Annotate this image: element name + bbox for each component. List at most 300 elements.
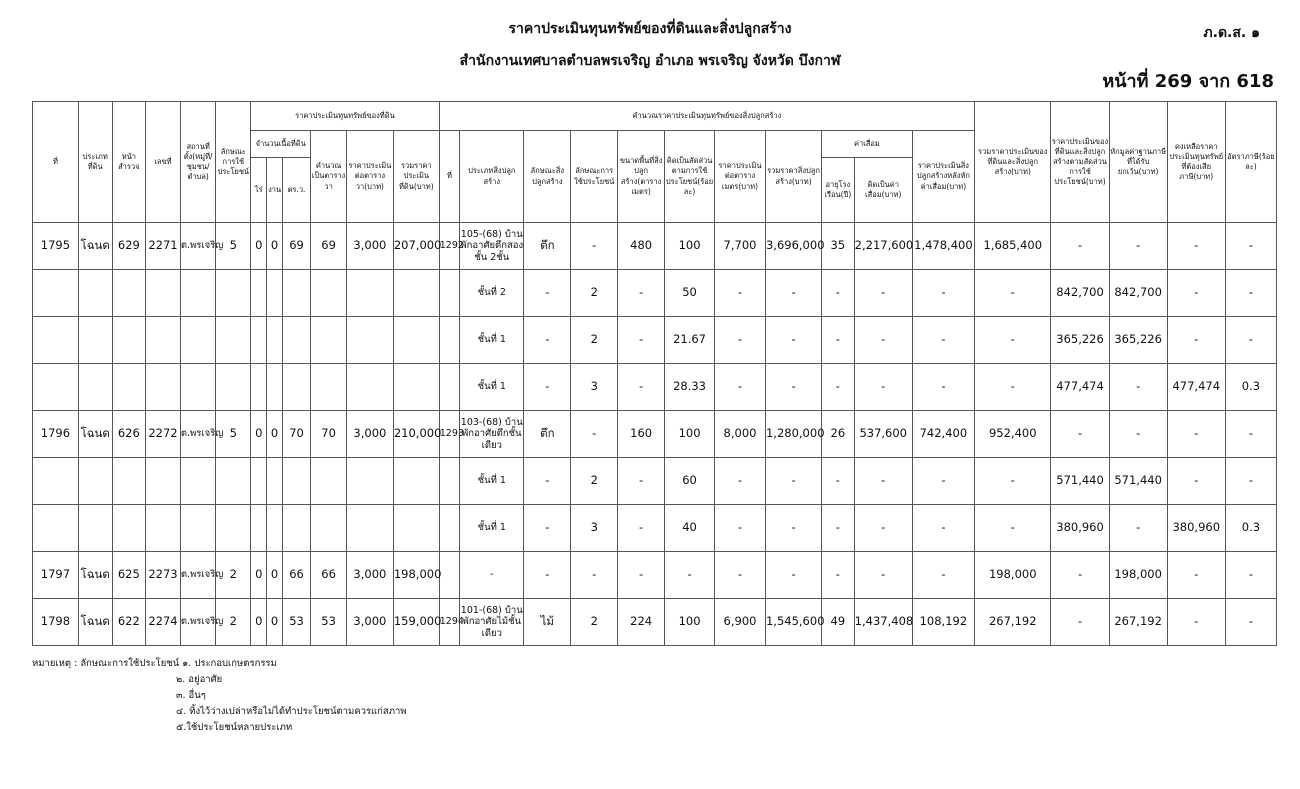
cell-b-type: ชั้นที่ 1 <box>460 458 524 505</box>
cell-grand-total: 1,685,400 <box>975 223 1051 270</box>
cell-location: ต.พรเจริญ <box>180 599 216 646</box>
cell-tw: 70 <box>282 411 311 458</box>
cell-price-tw <box>346 505 393 552</box>
cell-taxable: - <box>1167 458 1225 505</box>
cell-age: 26 <box>822 411 855 458</box>
cell-depr: 1,437,408 <box>854 599 912 646</box>
cell-b-ratio: 50 <box>665 270 715 317</box>
cell-depr: - <box>854 458 912 505</box>
cell-calc-tw <box>311 270 347 317</box>
cell-after-depr: - <box>912 505 974 552</box>
cell-page <box>112 317 146 364</box>
th-group-land: ราคาประเมินทุนทรัพย์ของที่ดิน <box>251 102 440 131</box>
cell-rai: 0 <box>251 552 267 599</box>
cell-land-type <box>78 458 112 505</box>
cell-by-usage: - <box>1051 223 1109 270</box>
cell-b-kind: - <box>524 270 571 317</box>
cell-price-tw: 3,000 <box>346 599 393 646</box>
cell-no <box>33 317 79 364</box>
cell-after-depr: - <box>912 270 974 317</box>
cell-location <box>180 317 216 364</box>
cell-b-no: 1294 <box>439 599 459 646</box>
cell-calc-tw <box>311 317 347 364</box>
cell-usage: 5 <box>216 223 251 270</box>
cell-age: - <box>822 552 855 599</box>
cell-b-type: 101-(68) บ้านพักอาศัยไม้ชั้นเดียว <box>460 599 524 646</box>
cell-b-kind: ตึก <box>524 411 571 458</box>
cell-b-no <box>439 364 459 411</box>
cell-page: 625 <box>112 552 146 599</box>
th-usage: ลักษณะการใช้ประโยชน์ <box>216 102 251 223</box>
cell-tw <box>282 505 311 552</box>
cell-exempt: - <box>1109 411 1167 458</box>
table-row <box>33 505 1277 552</box>
cell-b-size: - <box>618 458 665 505</box>
cell-taxable: 477,474 <box>1167 364 1225 411</box>
cell-depr: 2,217,600 <box>854 223 912 270</box>
cell-b-total: 3,696,000 <box>765 223 821 270</box>
cell-location <box>180 364 216 411</box>
cell-b-ratio: 100 <box>665 411 715 458</box>
cell-b-type: 105-(68) บ้านพักอาศัยตึกสองชั้น 2ชั้น <box>460 223 524 270</box>
table-row <box>33 599 1277 646</box>
cell-taxable: - <box>1167 223 1225 270</box>
cell-calc-tw: 66 <box>311 552 347 599</box>
cell-rai <box>251 317 267 364</box>
table-row <box>33 223 1277 270</box>
cell-ngan <box>267 317 282 364</box>
cell-grand-total: 952,400 <box>975 411 1051 458</box>
cell-number: 2273 <box>146 552 181 599</box>
cell-b-price: - <box>715 458 766 505</box>
cell-age: - <box>822 505 855 552</box>
cell-b-total: - <box>765 505 821 552</box>
cell-rate: - <box>1225 223 1276 270</box>
cell-location: ต.พรเจริญ <box>180 552 216 599</box>
cell-usage <box>216 317 251 364</box>
cell-location <box>180 458 216 505</box>
cell-depr: - <box>854 552 912 599</box>
th-land-total: รวมราคาประเมินที่ดิน(บาท) <box>393 131 439 223</box>
cell-exempt: 571,440 <box>1109 458 1167 505</box>
th-b-no: ที่ <box>439 131 459 223</box>
cell-b-size: 480 <box>618 223 665 270</box>
cell-depr: - <box>854 270 912 317</box>
cell-b-ratio: 28.33 <box>665 364 715 411</box>
cell-after-depr: 742,400 <box>912 411 974 458</box>
cell-page <box>112 270 146 317</box>
cell-after-depr: - <box>912 364 974 411</box>
cell-ngan: 0 <box>267 552 282 599</box>
cell-b-no <box>439 317 459 364</box>
cell-b-kind: ไม้ <box>524 599 571 646</box>
th-land-type: ประเภทที่ดิน <box>78 102 112 223</box>
valuation-table <box>32 101 1277 646</box>
cell-b-usage: 2 <box>571 317 618 364</box>
cell-by-usage: - <box>1051 599 1109 646</box>
cell-b-no <box>439 505 459 552</box>
th-after-depr: ราคาประเมินสิ่งปลูกสร้างหลังหักค่าเสื่อม(บาท) <box>912 131 974 223</box>
cell-land-total <box>393 505 439 552</box>
cell-number <box>146 505 181 552</box>
cell-b-usage: 3 <box>571 505 618 552</box>
th-location: สถานที่ตั้ง(หมู่ที่/ชุมชน/ตำบล) <box>180 102 216 223</box>
cell-tw <box>282 364 311 411</box>
cell-usage: 5 <box>216 411 251 458</box>
cell-b-type: ชั้นที่ 1 <box>460 505 524 552</box>
notes-lead: หมายเหตุ : ลักษณะการใช้ประโยชน์ <box>32 658 180 669</box>
form-code: ภ.ด.ส. ๑ <box>1203 25 1260 41</box>
cell-b-type: ชั้นที่ 1 <box>460 317 524 364</box>
th-b-ratio: คิดเป็นสัดส่วนตามการใช้ประโยชน์(ร้อยละ) <box>665 131 715 223</box>
cell-b-size: - <box>618 317 665 364</box>
cell-land-total: 198,000 <box>393 552 439 599</box>
cell-b-ratio: 40 <box>665 505 715 552</box>
cell-land-total <box>393 458 439 505</box>
cell-b-price: - <box>715 505 766 552</box>
cell-taxable: - <box>1167 552 1225 599</box>
cell-land-type <box>78 317 112 364</box>
cell-price-tw <box>346 270 393 317</box>
cell-b-kind: - <box>524 552 571 599</box>
cell-b-total: - <box>765 552 821 599</box>
th-b-type: ประเภทสิ่งปลูกสร้าง <box>460 131 524 223</box>
cell-calc-tw: 70 <box>311 411 347 458</box>
cell-rai <box>251 364 267 411</box>
cell-usage: 2 <box>216 599 251 646</box>
cell-age: - <box>822 317 855 364</box>
cell-by-usage: 380,960 <box>1051 505 1109 552</box>
cell-rate: 0.3 <box>1225 505 1276 552</box>
note-item: ๒. อยู่อาศัย <box>176 674 223 685</box>
cell-grand-total: - <box>975 317 1051 364</box>
th-age: อายุโรงเรือน(ปี) <box>822 158 855 223</box>
cell-price-tw <box>346 364 393 411</box>
cell-land-total: 210,000 <box>393 411 439 458</box>
cell-b-price: - <box>715 270 766 317</box>
cell-ngan <box>267 364 282 411</box>
th-b-kind: ลักษณะสิ่งปลูกสร้าง <box>524 131 571 223</box>
th-no: ที่ <box>33 102 79 223</box>
cell-ngan: 0 <box>267 411 282 458</box>
cell-rai <box>251 505 267 552</box>
cell-grand-total: - <box>975 458 1051 505</box>
cell-by-usage: 842,700 <box>1051 270 1109 317</box>
cell-location <box>180 270 216 317</box>
cell-page <box>112 505 146 552</box>
cell-grand-total: - <box>975 270 1051 317</box>
cell-taxable: - <box>1167 317 1225 364</box>
cell-exempt: - <box>1109 364 1167 411</box>
cell-no <box>33 505 79 552</box>
cell-after-depr: - <box>912 552 974 599</box>
cell-depr: - <box>854 505 912 552</box>
cell-number <box>146 458 181 505</box>
cell-tw: 53 <box>282 599 311 646</box>
cell-by-usage: 365,226 <box>1051 317 1109 364</box>
cell-tw <box>282 458 311 505</box>
cell-land-total <box>393 364 439 411</box>
cell-b-ratio: 21.67 <box>665 317 715 364</box>
cell-price-tw <box>346 458 393 505</box>
cell-exempt: 842,700 <box>1109 270 1167 317</box>
cell-land-type: โฉนด <box>78 599 112 646</box>
cell-b-no: 1293 <box>439 411 459 458</box>
cell-no <box>33 364 79 411</box>
cell-rai: 0 <box>251 411 267 458</box>
cell-age: - <box>822 458 855 505</box>
cell-age: - <box>822 270 855 317</box>
cell-calc-tw: 53 <box>311 599 347 646</box>
cell-b-price: 7,700 <box>715 223 766 270</box>
cell-rate: - <box>1225 270 1276 317</box>
cell-calc-tw: 69 <box>311 223 347 270</box>
cell-b-ratio: 60 <box>665 458 715 505</box>
th-group-building: คำนวณราคาประเมินทุนทรัพย์ของสิ่งปลูกสร้าง <box>439 102 974 131</box>
cell-b-price: 6,900 <box>715 599 766 646</box>
cell-location: ต.พรเจริญ <box>180 411 216 458</box>
cell-calc-tw <box>311 505 347 552</box>
cell-rate: - <box>1225 317 1276 364</box>
cell-depr: - <box>854 364 912 411</box>
cell-usage <box>216 505 251 552</box>
office-subtitle: สำนักงานเทศบาลตำบลพรเจริญ อำเภอ พรเจริญ จังหวัด บึงกาฬ <box>459 53 841 69</box>
cell-price-tw: 3,000 <box>346 552 393 599</box>
cell-b-size: 224 <box>618 599 665 646</box>
cell-grand-total: - <box>975 364 1051 411</box>
th-b-price-sqm: ราคาประเมินต่อตารางเมตร(บาท) <box>715 131 766 223</box>
table-row <box>33 364 1277 411</box>
cell-b-total: 1,545,600 <box>765 599 821 646</box>
th-b-usage: ลักษณะการใช้ประโยชน์ <box>571 131 618 223</box>
cell-no: 1796 <box>33 411 79 458</box>
cell-rai <box>251 458 267 505</box>
cell-no: 1795 <box>33 223 79 270</box>
cell-ngan: 0 <box>267 599 282 646</box>
th-ngan: งาน <box>267 158 282 223</box>
th-tax-rate: อัตราภาษี(ร้อยละ) <box>1225 102 1276 223</box>
cell-price-tw: 3,000 <box>346 223 393 270</box>
th-price-per-tw: ราคาประเมินต่อตารางวา(บาท) <box>346 131 393 223</box>
cell-b-size: - <box>618 270 665 317</box>
cell-rai: 0 <box>251 599 267 646</box>
cell-b-size: - <box>618 552 665 599</box>
cell-usage <box>216 270 251 317</box>
cell-rate: 0.3 <box>1225 364 1276 411</box>
cell-exempt: - <box>1109 505 1167 552</box>
cell-land-type: โฉนด <box>78 223 112 270</box>
cell-by-usage: - <box>1051 552 1109 599</box>
cell-location: ต.พรเจริญ <box>180 223 216 270</box>
cell-tw <box>282 270 311 317</box>
cell-rai <box>251 270 267 317</box>
cell-land-type: โฉนด <box>78 411 112 458</box>
cell-page: 629 <box>112 223 146 270</box>
table-row <box>33 270 1277 317</box>
cell-by-usage: 477,474 <box>1051 364 1109 411</box>
th-by-usage: ราคาประเมินของที่ดินและสิ่งปลูกสร้างตามสัดส่วนการใช้ประโยชน์(บาท) <box>1051 102 1109 223</box>
th-b-total: รวมราคาสิ่งปลูกสร้าง(บาท) <box>765 131 821 223</box>
cell-b-type: ชั้นที่ 1 <box>460 364 524 411</box>
cell-rate: - <box>1225 552 1276 599</box>
cell-b-kind: - <box>524 458 571 505</box>
note-item: ๑. ประกอบเกษตรกรรม <box>182 658 277 669</box>
cell-b-total: - <box>765 458 821 505</box>
cell-location <box>180 505 216 552</box>
th-depr-group: ค่าเสื่อม <box>822 131 913 158</box>
cell-b-size: - <box>618 505 665 552</box>
cell-ngan <box>267 458 282 505</box>
cell-taxable: - <box>1167 411 1225 458</box>
notes-line-1 <box>32 656 407 672</box>
cell-by-usage: 571,440 <box>1051 458 1109 505</box>
note-item: ๔. ทิ้งไว้ว่างเปล่าหรือไม่ได้ทำประโยชน์ตามควรแก่สภาพ <box>176 706 407 717</box>
cell-taxable: - <box>1167 599 1225 646</box>
cell-ngan <box>267 270 282 317</box>
cell-exempt: - <box>1109 223 1167 270</box>
cell-land-total: 207,000 <box>393 223 439 270</box>
cell-tw: 66 <box>282 552 311 599</box>
th-taxable: คงเหลือราคาประเมินทุนทรัพย์ที่ต้องเสียภาษี(บาท) <box>1167 102 1225 223</box>
cell-no <box>33 270 79 317</box>
cell-b-type: - <box>460 552 524 599</box>
document-title: ราคาประเมินทุนทรัพย์ของที่ดินและสิ่งปลูกสร้าง <box>508 21 792 37</box>
cell-usage <box>216 458 251 505</box>
cell-calc-tw <box>311 364 347 411</box>
cell-b-size: 160 <box>618 411 665 458</box>
cell-number <box>146 270 181 317</box>
cell-no: 1798 <box>33 599 79 646</box>
cell-b-no <box>439 552 459 599</box>
cell-number <box>146 317 181 364</box>
cell-b-total: 1,280,000 <box>765 411 821 458</box>
cell-b-usage: - <box>571 411 618 458</box>
cell-page <box>112 364 146 411</box>
cell-calc-tw <box>311 458 347 505</box>
th-exempt: หักมูลค่าฐานภาษีที่ได้รับยกเว้น(บาท) <box>1109 102 1167 223</box>
cell-grand-total: 198,000 <box>975 552 1051 599</box>
cell-b-ratio: - <box>665 552 715 599</box>
cell-rate: - <box>1225 411 1276 458</box>
table-row <box>33 317 1277 364</box>
cell-page: 622 <box>112 599 146 646</box>
cell-b-usage: 2 <box>571 270 618 317</box>
cell-page <box>112 458 146 505</box>
cell-b-ratio: 100 <box>665 599 715 646</box>
cell-after-depr: 1,478,400 <box>912 223 974 270</box>
cell-price-tw <box>346 317 393 364</box>
cell-tw <box>282 317 311 364</box>
cell-land-total: 159,000 <box>393 599 439 646</box>
cell-exempt: 365,226 <box>1109 317 1167 364</box>
cell-land-type: โฉนด <box>78 552 112 599</box>
cell-b-kind: - <box>524 505 571 552</box>
cell-land-type <box>78 505 112 552</box>
th-calc-tw: คำนวณเป็นตารางวา <box>311 131 347 223</box>
cell-after-depr: 108,192 <box>912 599 974 646</box>
table-row <box>33 552 1277 599</box>
notes-section <box>32 656 407 736</box>
cell-number <box>146 364 181 411</box>
cell-taxable: - <box>1167 270 1225 317</box>
cell-b-type: 103-(68) บ้านพักอาศัยตึกชั้นเดียว <box>460 411 524 458</box>
th-tarangwa: ตร.ว. <box>282 158 311 223</box>
cell-b-usage: 3 <box>571 364 618 411</box>
cell-ngan <box>267 505 282 552</box>
note-item: ๕.ใช้ประโยชน์หลายประเภท <box>176 722 293 733</box>
cell-after-depr: - <box>912 458 974 505</box>
cell-b-no <box>439 458 459 505</box>
cell-b-price: - <box>715 364 766 411</box>
cell-b-usage: 2 <box>571 458 618 505</box>
cell-b-ratio: 100 <box>665 223 715 270</box>
table-row <box>33 411 1277 458</box>
table-body <box>33 223 1277 646</box>
cell-after-depr: - <box>912 317 974 364</box>
cell-land-total <box>393 270 439 317</box>
cell-age: 35 <box>822 223 855 270</box>
cell-land-type <box>78 270 112 317</box>
cell-b-no <box>439 270 459 317</box>
cell-ngan: 0 <box>267 223 282 270</box>
cell-number: 2274 <box>146 599 181 646</box>
cell-b-price: - <box>715 317 766 364</box>
cell-age: 49 <box>822 599 855 646</box>
cell-b-kind: ตึก <box>524 223 571 270</box>
th-area-group: จำนวนเนื้อที่ดิน <box>251 131 311 158</box>
cell-page: 626 <box>112 411 146 458</box>
cell-depr: - <box>854 317 912 364</box>
table-row <box>33 458 1277 505</box>
cell-by-usage: - <box>1051 411 1109 458</box>
cell-number: 2272 <box>146 411 181 458</box>
th-number: เลขที่ <box>146 102 181 223</box>
note-item: ๓. อื่นๆ <box>176 690 206 701</box>
cell-number: 2271 <box>146 223 181 270</box>
cell-b-kind: - <box>524 364 571 411</box>
cell-b-usage: 2 <box>571 599 618 646</box>
cell-b-total: - <box>765 317 821 364</box>
cell-no: 1797 <box>33 552 79 599</box>
th-rai: ไร่ <box>251 158 267 223</box>
th-grand-total: รวมราคาประเมินของที่ดินและสิ่งปลูกสร้าง(บาท) <box>975 102 1051 223</box>
cell-no <box>33 458 79 505</box>
cell-usage: 2 <box>216 552 251 599</box>
cell-b-price: 8,000 <box>715 411 766 458</box>
cell-b-type: ชั้นที่ 2 <box>460 270 524 317</box>
cell-b-total: - <box>765 270 821 317</box>
cell-land-total <box>393 317 439 364</box>
page-indicator: หน้าที่ 269 จาก 618 <box>1102 71 1274 92</box>
cell-b-usage: - <box>571 223 618 270</box>
th-survey-page: หน้าสำรวจ <box>112 102 146 223</box>
cell-tw: 69 <box>282 223 311 270</box>
cell-b-no: 1292 <box>439 223 459 270</box>
cell-grand-total: - <box>975 505 1051 552</box>
th-b-size: ขนาดพื้นที่สิ่งปลูกสร้าง(ตารางเมตร) <box>618 131 665 223</box>
cell-grand-total: 267,192 <box>975 599 1051 646</box>
cell-b-price: - <box>715 552 766 599</box>
cell-rate: - <box>1225 458 1276 505</box>
th-depr-value: คิดเป็นค่าเสื่อม(บาท) <box>854 158 912 223</box>
cell-exempt: 198,000 <box>1109 552 1167 599</box>
cell-b-total: - <box>765 364 821 411</box>
cell-price-tw: 3,000 <box>346 411 393 458</box>
cell-b-kind: - <box>524 317 571 364</box>
cell-land-type <box>78 364 112 411</box>
cell-taxable: 380,960 <box>1167 505 1225 552</box>
cell-exempt: 267,192 <box>1109 599 1167 646</box>
